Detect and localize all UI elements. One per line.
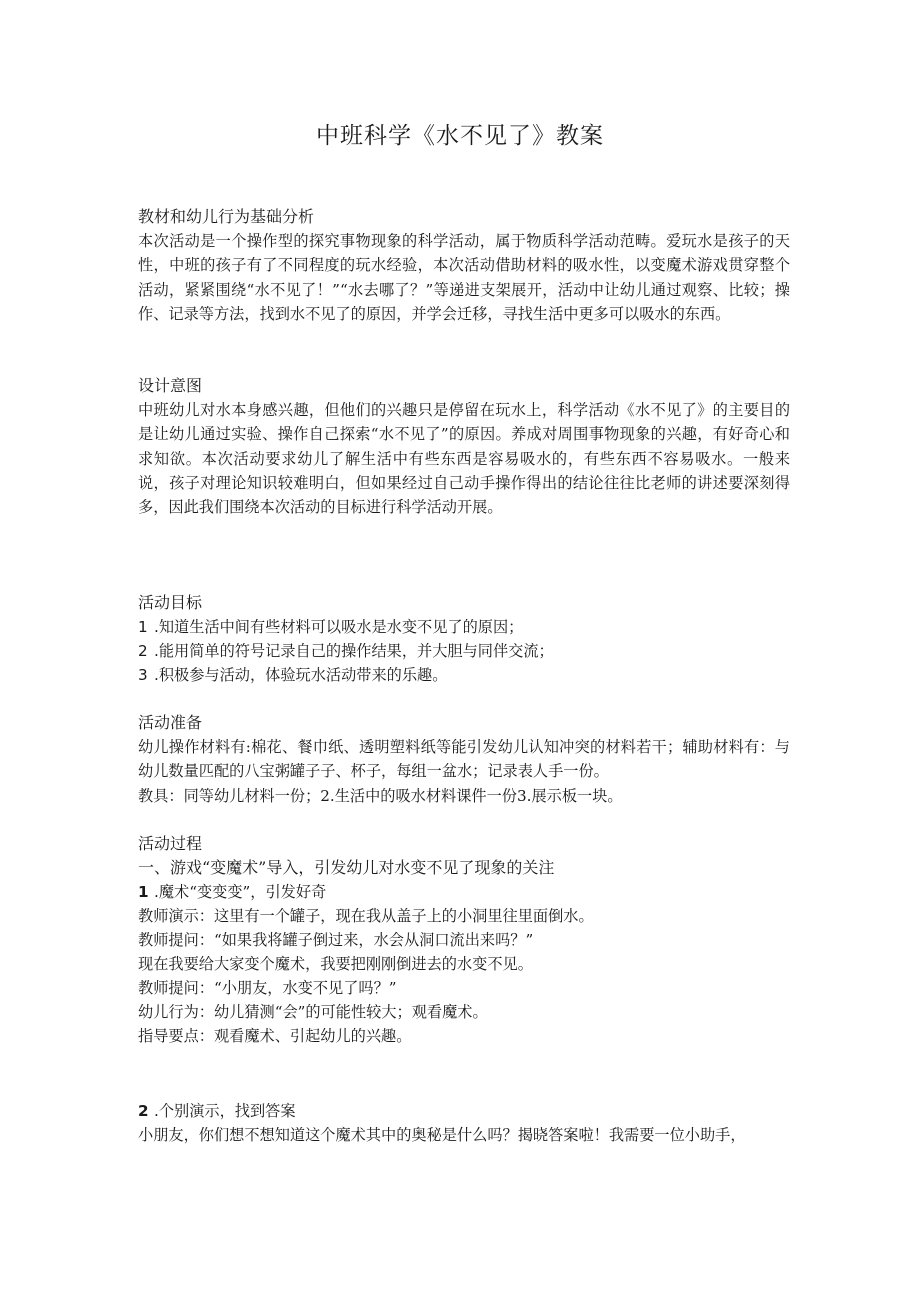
preparation-section — [138, 711, 790, 808]
step1-line: 教师演示：这里有一个罐子，现在我从盖子上的小洞里往里面倒水。 — [138, 907, 594, 925]
step1-line: 指导要点：观看魔术、引起幼儿的兴趣。 — [138, 1027, 412, 1045]
analysis-section — [138, 205, 790, 326]
analysis-body: 本次活动是一个操作型的探究事物现象的科学活动，属于物质科学活动范畴。爱玩水是孩子的天性，中班的孩子有了不同程度的玩水经验，本次活动借助材料的吸水性，以变魔术游戏贯穿整个活动，紧紧围绕“水不见了！”“水去哪了？”等递进支架展开，活动中让幼儿通过观察、比较；操作、记录等方法，找到水不见了的原因，并学会迁移，寻找生活中更多可以吸水的东西。 — [138, 232, 790, 323]
goal-text: .知道生活中间有些材料可以吸水是水变不见了的原因； — [154, 618, 524, 636]
goals-heading: 活动目标 — [138, 593, 203, 612]
step2-body: 小朋友，你们想不想知道这个魔术其中的奥秘是什么吗？揭晓答案啦！我需要一位小助手， — [138, 1126, 746, 1144]
step1-number: 1 — [138, 883, 149, 901]
step1-title: .魔术“变变变”，引发好奇 — [154, 883, 327, 901]
goal-text: .能用简单的符号记录自己的操作结果，并大胆与同伴交流； — [154, 642, 554, 660]
preparation-tools: 教具：同等幼儿材料一份；2.生活中的吸水材料课件一份3.展示板一块。 — [138, 786, 623, 805]
goal-item — [138, 663, 790, 687]
process-heading: 活动过程 — [138, 834, 203, 853]
analysis-heading: 教材和幼儿行为基础分析 — [138, 207, 315, 226]
step1-heading — [138, 880, 790, 904]
design-heading: 设计意图 — [138, 376, 203, 395]
step2-heading — [138, 1099, 790, 1123]
goals-section — [138, 591, 790, 687]
step1-line: 现在我要给大家变个魔术，我要把刚刚倒进去的水变不见。 — [138, 955, 533, 973]
goal-number: 1 — [138, 618, 148, 636]
step2-section — [138, 1099, 790, 1147]
step1-line: 幼儿行为：幼儿猜测“会”的可能性较大；观看魔术。 — [138, 1003, 488, 1021]
goal-item — [138, 639, 790, 663]
step2-title: .个别演示，找到答案 — [154, 1102, 296, 1120]
step1-line: 教师提问：“小朋友，水变不见了吗？” — [138, 979, 397, 997]
goal-number: 2 — [138, 642, 148, 660]
design-section — [138, 374, 790, 519]
step2-number: 2 — [138, 1102, 149, 1120]
preparation-body: 幼儿操作材料有:棉花、餐巾纸、透明塑料纸等能引发幼儿认知冲突的材料若干；辅助材料有：与幼儿数量匹配的八宝粥罐子子、杯子，每组一盆水；记录表人手一份。 — [138, 738, 790, 781]
process-section — [138, 832, 790, 1048]
preparation-heading: 活动准备 — [138, 713, 203, 732]
goal-number: 3 — [138, 666, 148, 684]
goal-text: .积极参与活动，体验玩水活动带来的乐趣。 — [154, 666, 448, 684]
goal-item — [138, 615, 790, 639]
step1-line: 教师提问：“如果我将罐子倒过来，水会从洞口流出来吗？” — [138, 931, 534, 949]
document-title: 中班科学《水不见了》教案 — [316, 123, 604, 149]
design-body: 中班幼儿对水本身感兴趣，但他们的兴趣只是停留在玩水上，科学活动《水不见了》的主要目的是让幼儿通过实验、操作自己探索“水不见了”的原因。养成对周围事物现象的兴趣，有好奇心和求知欲。本次活动要求幼儿了解生活中有些东西是容易吸水的，有些东西不容易吸水。一般来说，孩子对理论知识较难明白，但如果经过自己动手操作得出的结论往往比老师的讲述要深刻得多，因此我们围绕本次活动的目标进行科学活动开展。 — [138, 401, 790, 517]
process-part1-heading: 一、游戏“变魔术”导入，引发幼儿对水变不见了现象的关注 — [138, 858, 555, 877]
